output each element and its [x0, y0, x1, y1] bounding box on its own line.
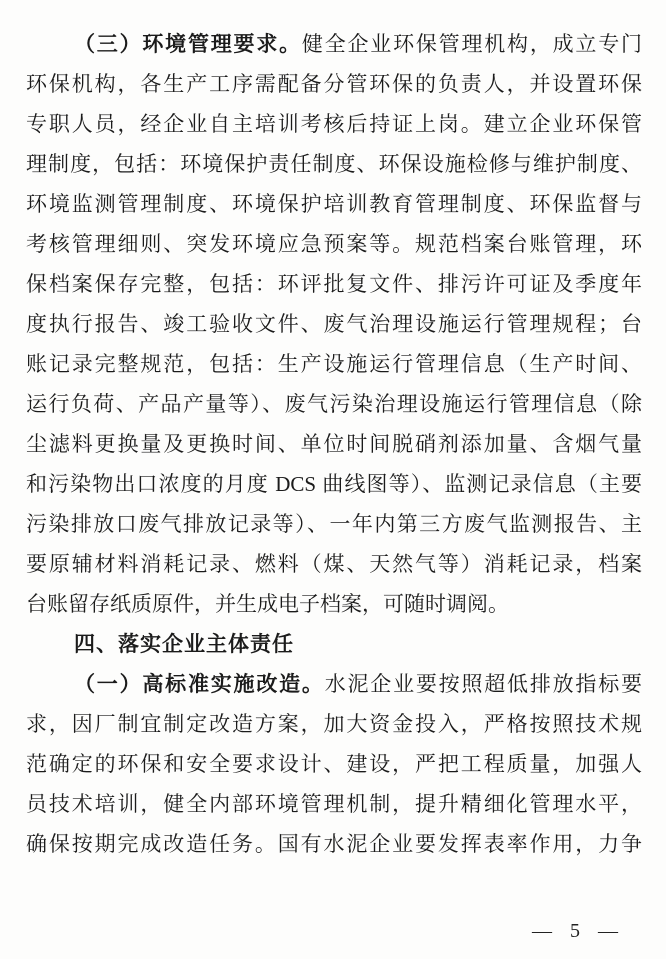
- paragraph-line: [26, 304, 642, 344]
- paragraph-line: [26, 184, 642, 224]
- line-text: 健全企业环保管理机构，成立专门: [301, 32, 642, 56]
- paragraph-line: [26, 664, 642, 704]
- line-text: 水泥企业要按照超低排放指标要: [324, 672, 642, 696]
- paragraph-line: [26, 544, 642, 584]
- footer-dash-left: —: [532, 920, 552, 942]
- paragraph-line: [26, 424, 642, 464]
- footer-dash-right: —: [598, 920, 618, 942]
- line-text: 运行负荷、产品产量等）、废气污染治理设施运行管理信息（除: [26, 392, 642, 416]
- paragraph-line: [26, 64, 642, 104]
- line-text: 员技术培训，健全内部环境管理机制，提升精细化管理水平，: [26, 792, 642, 816]
- paragraph-line: [26, 584, 642, 624]
- document-body: [26, 24, 642, 864]
- line-text: 求，因厂制宜制定改造方案，加大资金投入，严格按照技术规: [26, 712, 642, 736]
- line-text: 专职人员，经企业自主培训考核后持证上岗。建立企业环保管: [26, 112, 642, 136]
- paragraph-line: [26, 464, 642, 504]
- page-number-footer: [532, 920, 618, 943]
- paragraph-line: [26, 504, 642, 544]
- line-text: 尘滤料更换量及更换时间、单位时间脱硝剂添加量、含烟气量: [26, 432, 642, 456]
- paragraph-line: [26, 704, 642, 744]
- line-text: 考核管理细则、突发环境应急预案等。规范档案台账管理，环: [26, 232, 642, 256]
- paragraph-line: [26, 384, 642, 424]
- line-text: 账记录完整规范，包括：生产设施运行管理信息（生产时间、: [26, 352, 642, 376]
- section-heading: [26, 624, 642, 664]
- line-text: 要原辅材料消耗记录、燃料（煤、天然气等）消耗记录，档案: [26, 552, 642, 576]
- line-text: 度执行报告、竣工验收文件、废气治理设施运行管理规程；台: [26, 312, 642, 336]
- line-text: 环境监测管理制度、环境保护培训教育管理制度、环保监督与: [26, 192, 642, 216]
- paragraph-line: [26, 264, 642, 304]
- bold-lead: （一）高标准实施改造。: [74, 672, 325, 696]
- line-text: 理制度，包括：环境保护责任制度、环保设施检修与维护制度、: [26, 152, 642, 176]
- line-text: 保档案保存完整，包括：环评批复文件、排污许可证及季度年: [26, 272, 642, 296]
- paragraph-line: [26, 344, 642, 384]
- line-text: 范确定的环保和安全要求设计、建设，严把工程质量，加强人: [26, 752, 642, 776]
- paragraph-line: [26, 744, 642, 784]
- paragraph-line: [26, 24, 642, 64]
- line-text: 台账留存纸质原件，并生成电子档案，可随时调阅。: [26, 592, 509, 616]
- paragraph-line: [26, 224, 642, 264]
- page-number: 5: [570, 920, 580, 942]
- line-text: 确保按期完成改造任务。国有水泥企业要发挥表率作用，力争: [26, 832, 642, 856]
- bold-lead: （三）环境管理要求。: [74, 32, 302, 56]
- heading-text: 四、落实企业主体责任: [74, 632, 294, 656]
- paragraph-line: [26, 104, 642, 144]
- paragraph-line: [26, 824, 642, 864]
- paragraph-line: [26, 784, 642, 824]
- line-text: 环保机构，各生产工序需配备分管环保的负责人，并设置环保: [26, 72, 642, 96]
- paragraph-line: [26, 144, 642, 184]
- line-text: 和污染物出口浓度的月度 DCS 曲线图等）、监测记录信息（主要: [26, 472, 642, 496]
- line-text: 污染排放口废气排放记录等）、一年内第三方废气监测报告、主: [26, 512, 642, 536]
